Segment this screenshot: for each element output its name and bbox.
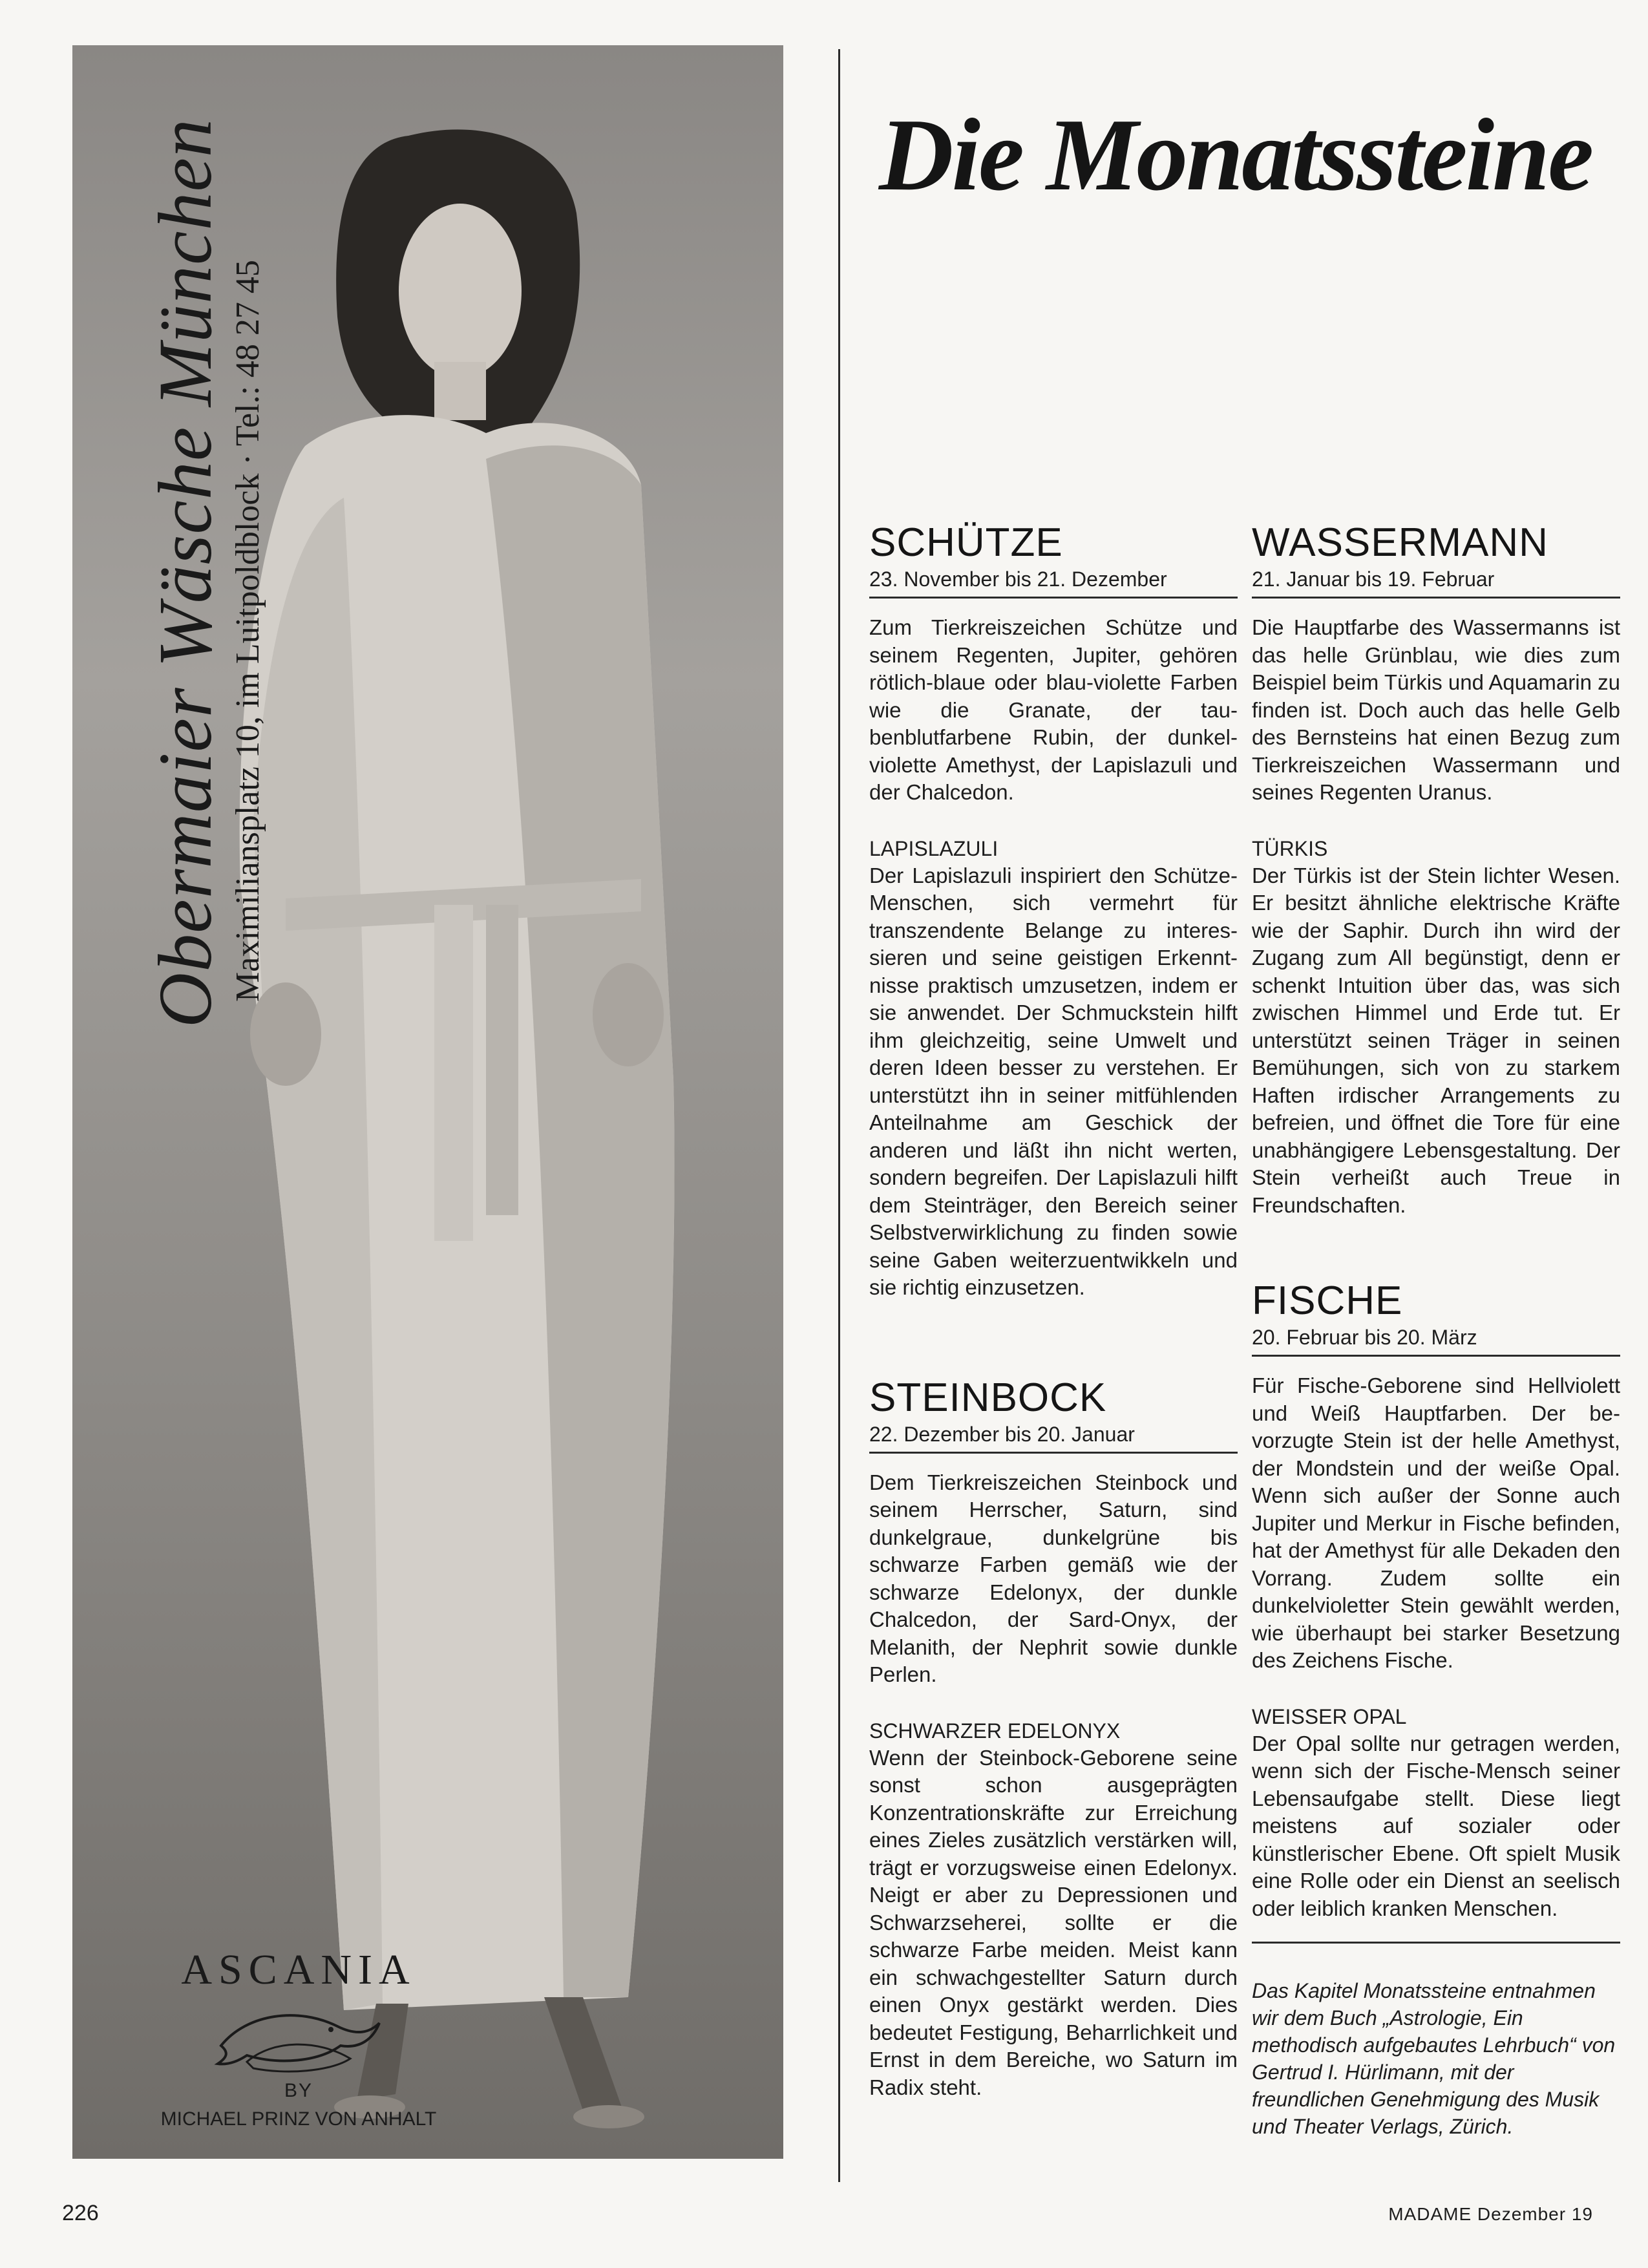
brand-name: ASCANIA — [181, 1946, 416, 1993]
sign-text: Dem Tierkreiszeichen Steinbock und seinem Herrscher, Saturn, sind dunkelgraue, dunkelgrüne bis schwarze Farben gemäß wie der schwarze Edelonyx, der dunkle Chalcedon, der Sard-Onyx, der Melanith, der Nephrit sowie dunkle Perlen. — [869, 1470, 1238, 1686]
article-column-left — [869, 520, 1238, 2117]
column-divider — [838, 49, 840, 2182]
sign-heading: WASSERMANN — [1252, 520, 1548, 565]
shop-address: Maximiliansplatz 10, im Luitpoldblock · Tel.: 48 27 45 — [229, 260, 266, 1002]
sign-text: Für Fische-Geborene sind Hellviolett und Weiß Hauptfarben. Der bevorzugte Stein ist der helle Amethyst, der Mondstein und der weiße Opal. Wenn sich außer der Sonne auch Jupiter und Merkur in Fische befinden, hat der Amethyst für alle Dekaden den Vorrang. Zudem sollte ein dunkelvioletter Stein gewählt werden, wie überhaupt bei starker Besetzung des Zeichens Fische. — [1252, 1373, 1620, 1672]
section-spacer — [869, 1317, 1238, 1375]
stone-heading: WEISSER OPAL — [1252, 1704, 1407, 1728]
section-fische — [1252, 1278, 1620, 1922]
sign-heading: STEINBOCK — [869, 1375, 1107, 1420]
section-steinbock — [869, 1375, 1238, 2102]
page-number: 226 — [62, 2201, 99, 2225]
advertisement-photo — [72, 45, 783, 2159]
stone-text: Der Türkis ist der Stein lichter Wesen. Er besitzt ähnliche elektrische Kräfte wie der Saphir. Durch ihn wird der Zugang zum All begünstigt, denn er schenkt Intuition über das, was sich zwischen Himmel und Erde tut. Er unterstützt seinen Träger in seinen Bemühungen, sich von zu starkem Haften irdischer Arrangements zu befreien, und öffnet die Tore für eine unabhängigere Lebensgestaltung. Der Stein verheißt auch Treue in Freundschaften. — [1252, 863, 1620, 1217]
dolphin-logo-icon — [208, 2000, 389, 2078]
magazine-footer: MADAME Dezember 19 — [1388, 2204, 1593, 2224]
section-schuetze — [869, 520, 1238, 1302]
sign-dates: 23. November bis 21. Dezember — [869, 566, 1238, 599]
ad-vertical-text — [143, 118, 269, 1028]
designer-name: MICHAEL PRINZ VON ANHALT — [160, 2108, 437, 2130]
brand-by: BY — [284, 2080, 313, 2101]
source-note-block — [1252, 1942, 1620, 2140]
stone-heading: TÜRKIS — [1252, 836, 1328, 860]
sign-text: Die Hauptfarbe des Wassermanns ist das helle Grünblau, wie dies zum Beispiel beim Türkis und Aquamarin zu finden ist. Doch auch das helle Gelb des Bernsteins hat einen Bezug zum Tierkreiszeichen Wassermann und seines Regenten Uranus. — [1252, 615, 1620, 804]
stone-heading: SCHWARZER EDELONYX — [869, 1719, 1121, 1743]
sign-text: Zum Tierkreiszeichen Schütze und seinem Regenten, Jupiter, gehören rötlich-blaue oder blau-violette Farben wie die Granate, der taubenblutfarbene Rubin, der dunkelviolette Amethyst, der Lapislazuli und der Chalcedon. — [869, 615, 1238, 804]
section-spacer — [1252, 1235, 1620, 1278]
shop-name: Obermaier Wäsche München — [143, 118, 227, 1028]
source-note: Das Kapitel Monatssteine entnahmen wir dem Buch „Astrologie, Ein methodisch aufgebautes Lehrbuch“ von Gertrud I. Hürlimann, mit der freundlichen Genehmigung des Musik und Theater Verlags, Zürich. — [1252, 1979, 1616, 2138]
stone-text: Wenn der Steinbock-Geborene seine sonst schon ausgeprägten Konzentrationskräfte zur Erreichung eines Zieles zusätzlich verstärken will, trägt er vorzugsweise einen Edelonyx. Neigt er aber zu Depressionen und Schwarzseherei, sollte er die schwarze Farbe meiden. Meist kann ein schwachgestellter Saturn durch einen Onyx gestärkt werden. Dies bedeutet Festigung, Beharrlichkeit und Ernst in dem Bereiche, wo Saturn im Radix steht. — [869, 1745, 1238, 2099]
stone-text: Der Opal sollte nur getragen werden, wenn sich der Fische-Mensch seiner Lebensaufgabe stellt. Diese liegt meistens auf sozialer oder künstlerischer Ebene. Oft spielt Musik eine Rolle oder ein Dienst an seelisch oder leiblich kranken Menschen. — [1252, 1731, 1620, 1920]
article-column-right — [1252, 520, 1620, 2161]
stone-text: Der Lapislazuli inspiriert den Schütze-Menschen, sich vermehrt für transzendente Belange zu interessieren und seine geistigen Erkenntnisse praktisch umzusetzen, indem er sie anwendet. Der Schmuckstein hilft ihm gleichzeitig, seine Umwelt und deren Ideen besser zu verstehen. Er unterstützt ihn in seiner mitfühlenden Anteilnahme am Geschick der anderen und läßt ihn nicht werten, sondern begreifen. Der Lapislazuli hilft dem Steinträger, den Bereich seiner Selbstverwirklichung zu finden sowie seine Gaben weiterzuentwikkeln und sie richtig einzusetzen. — [869, 863, 1238, 1299]
sign-dates: 22. Dezember bis 20. Januar — [869, 1421, 1238, 1454]
article-title: Die Monatssteine — [879, 97, 1592, 213]
sign-dates: 20. Februar bis 20. März — [1252, 1324, 1620, 1357]
section-wassermann — [1252, 520, 1620, 1219]
stone-heading: LAPISLAZULI — [869, 836, 998, 860]
sign-heading: SCHÜTZE — [869, 520, 1063, 565]
sign-dates: 21. Januar bis 19. Februar — [1252, 566, 1620, 599]
sign-heading: FISCHE — [1252, 1278, 1403, 1323]
